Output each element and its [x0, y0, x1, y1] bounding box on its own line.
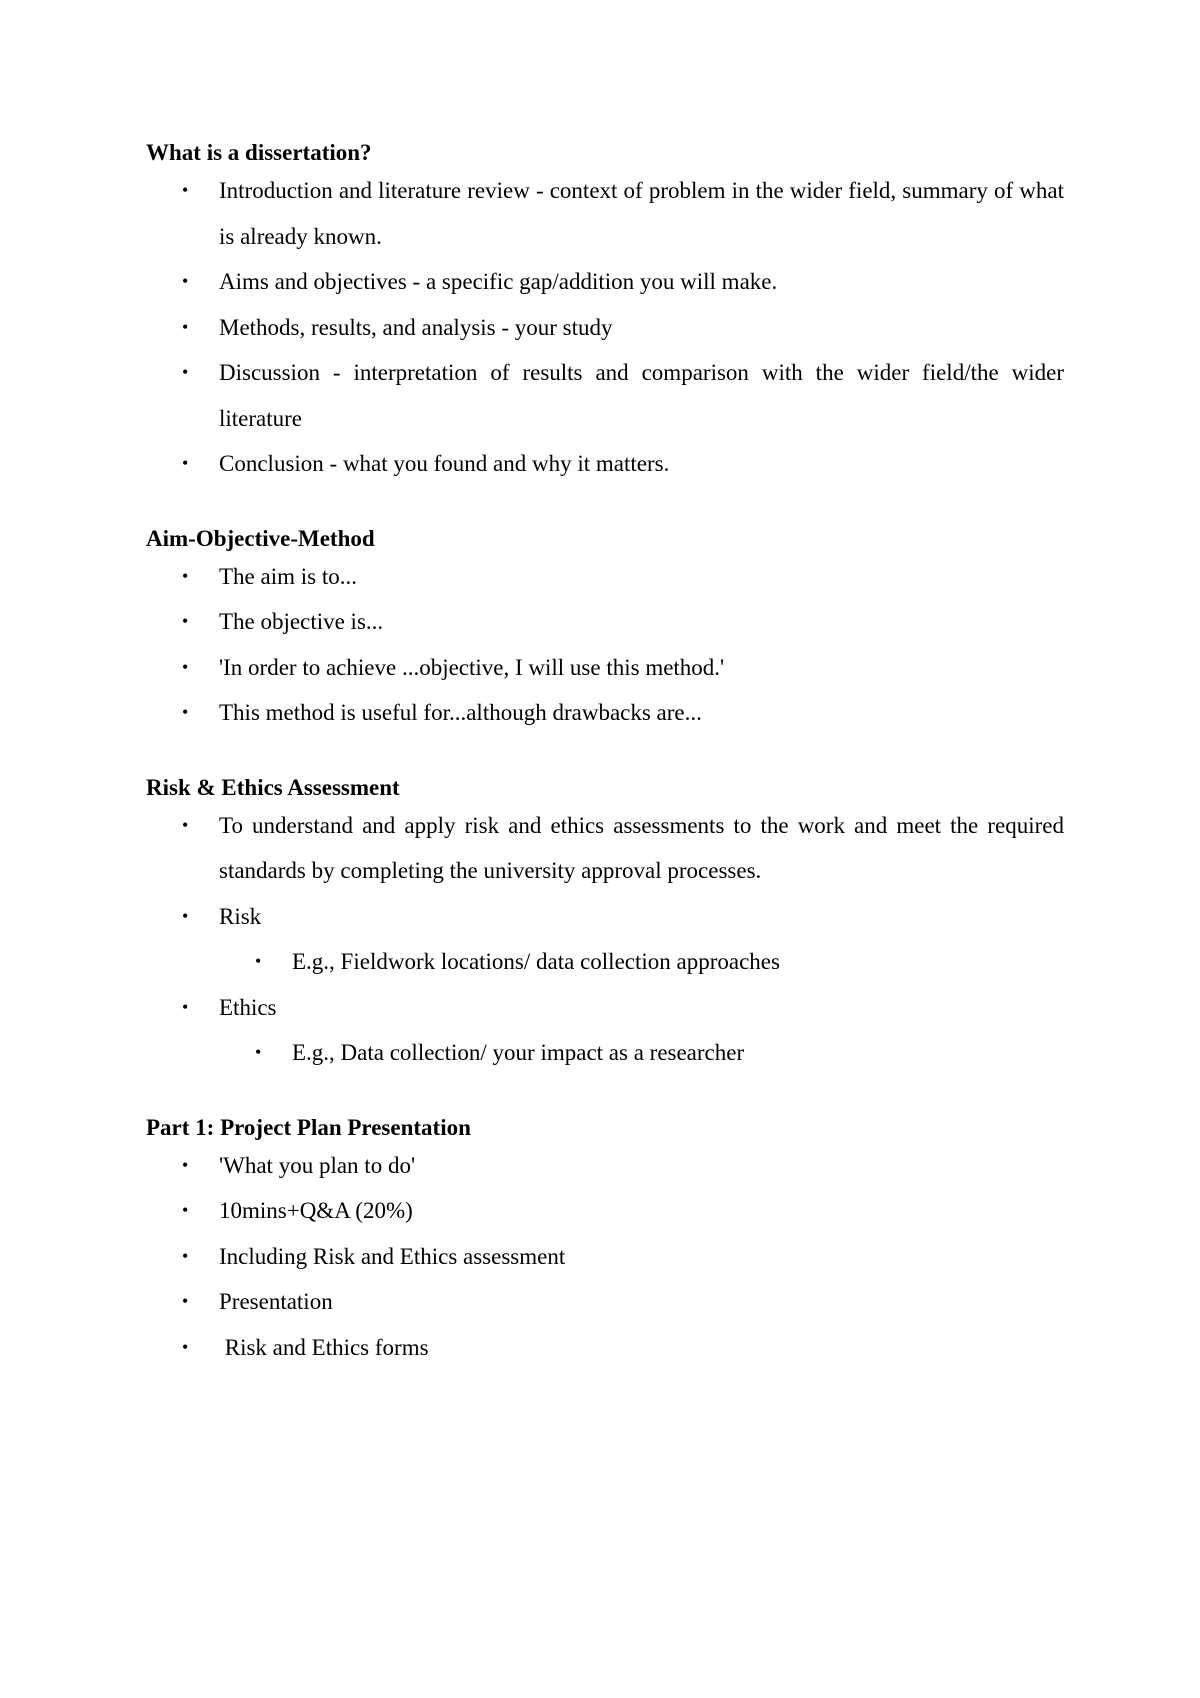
bullet-list: [146, 1143, 1064, 1371]
list-item-text: This method is useful for...although drawbacks are...: [219, 700, 702, 725]
bullet-icon: •: [182, 1245, 189, 1266]
list-item-text: 'What you plan to do': [219, 1152, 416, 1178]
section-heading: What is a dissertation?: [146, 140, 372, 165]
list-item-text: Methods, results, and analysis - your study: [219, 314, 613, 340]
list-item-text: The aim is to...: [219, 563, 357, 589]
list-item-text: Including Risk and Ethics assessment: [219, 1243, 566, 1269]
list-item: [146, 305, 1064, 351]
bullet-icon: •: [182, 1154, 189, 1175]
list-item-text: The objective is...: [219, 609, 384, 634]
bullet-icon: •: [182, 271, 189, 291]
list-item: [146, 894, 1064, 940]
list-item: [146, 803, 1064, 894]
bullet-list: [146, 168, 1064, 487]
sub-list-item: [146, 1030, 1064, 1076]
list-item-text: Conclusion - what you found and why it matters.: [219, 451, 670, 476]
list-item: [146, 599, 1064, 645]
list-item: [146, 645, 1064, 691]
section-risk-ethics-assessment: [146, 773, 1064, 1076]
list-item-text: To understand and apply risk and ethics assessments to the work and meet the required standards by completing the university approval processes.: [219, 812, 1064, 883]
list-item: [146, 441, 1064, 487]
list-item-text: Introduction and literature review - context of problem in the wider field, summary of what is already known.: [219, 178, 1064, 249]
list-item: [146, 1234, 1064, 1280]
bullet-icon: •: [182, 656, 189, 677]
list-item: [146, 1279, 1064, 1325]
list-item: [146, 1188, 1064, 1234]
bullet-icon: •: [255, 1042, 262, 1062]
bullet-icon: •: [182, 611, 189, 631]
section-heading: Part 1: Project Plan Presentation: [146, 1114, 471, 1140]
bullet-icon: •: [182, 1200, 189, 1220]
bullet-icon: •: [182, 1336, 189, 1357]
bullet-list: [146, 803, 1064, 1076]
list-item-text: Risk and Ethics forms: [219, 1334, 429, 1360]
list-item: [146, 554, 1064, 600]
list-item-text: Discussion - interpretation of results and comparison with the wider field/the wider literature: [219, 360, 1064, 431]
list-item-text: Aims and objectives - a specific gap/addition you will make.: [219, 269, 778, 294]
list-item: [146, 350, 1064, 441]
document-page: [146, 138, 1064, 1370]
list-item: [146, 1325, 1064, 1371]
list-item-text: Ethics: [219, 994, 277, 1020]
list-item: [146, 1143, 1064, 1189]
section-what-is-dissertation: [146, 138, 1064, 487]
bullet-icon: •: [182, 453, 189, 473]
list-item: [146, 168, 1064, 259]
bullet-icon: •: [182, 702, 189, 722]
section-aim-objective-method: [146, 524, 1064, 736]
section-heading: Risk & Ethics Assessment: [146, 774, 400, 800]
list-item: [146, 690, 1064, 736]
bullet-list: [146, 554, 1064, 736]
list-item-text: E.g., Data collection/ your impact as a researcher: [292, 1040, 745, 1065]
list-item-text: Presentation: [219, 1289, 333, 1314]
bullet-icon: •: [182, 996, 189, 1017]
list-item: [146, 985, 1064, 1031]
bullet-icon: •: [182, 905, 189, 926]
list-item: [146, 259, 1064, 305]
bullet-icon: •: [255, 951, 262, 971]
section-heading: Aim-Objective-Method: [146, 525, 375, 551]
sub-list-item: [146, 939, 1064, 985]
list-item-text: 10mins+Q&A (20%): [219, 1198, 413, 1223]
bullet-icon: •: [182, 565, 189, 586]
list-item-text: Risk: [219, 903, 262, 929]
list-item-text: 'In order to achieve ...objective, I will use this method.': [219, 654, 725, 680]
bullet-icon: •: [182, 814, 189, 835]
bullet-icon: •: [182, 316, 189, 337]
bullet-icon: •: [182, 1291, 189, 1311]
bullet-icon: •: [182, 180, 189, 200]
section-project-plan-presentation: [146, 1113, 1064, 1371]
list-item-text: E.g., Fieldwork locations/ data collection approaches: [292, 949, 780, 974]
bullet-icon: •: [182, 362, 189, 382]
